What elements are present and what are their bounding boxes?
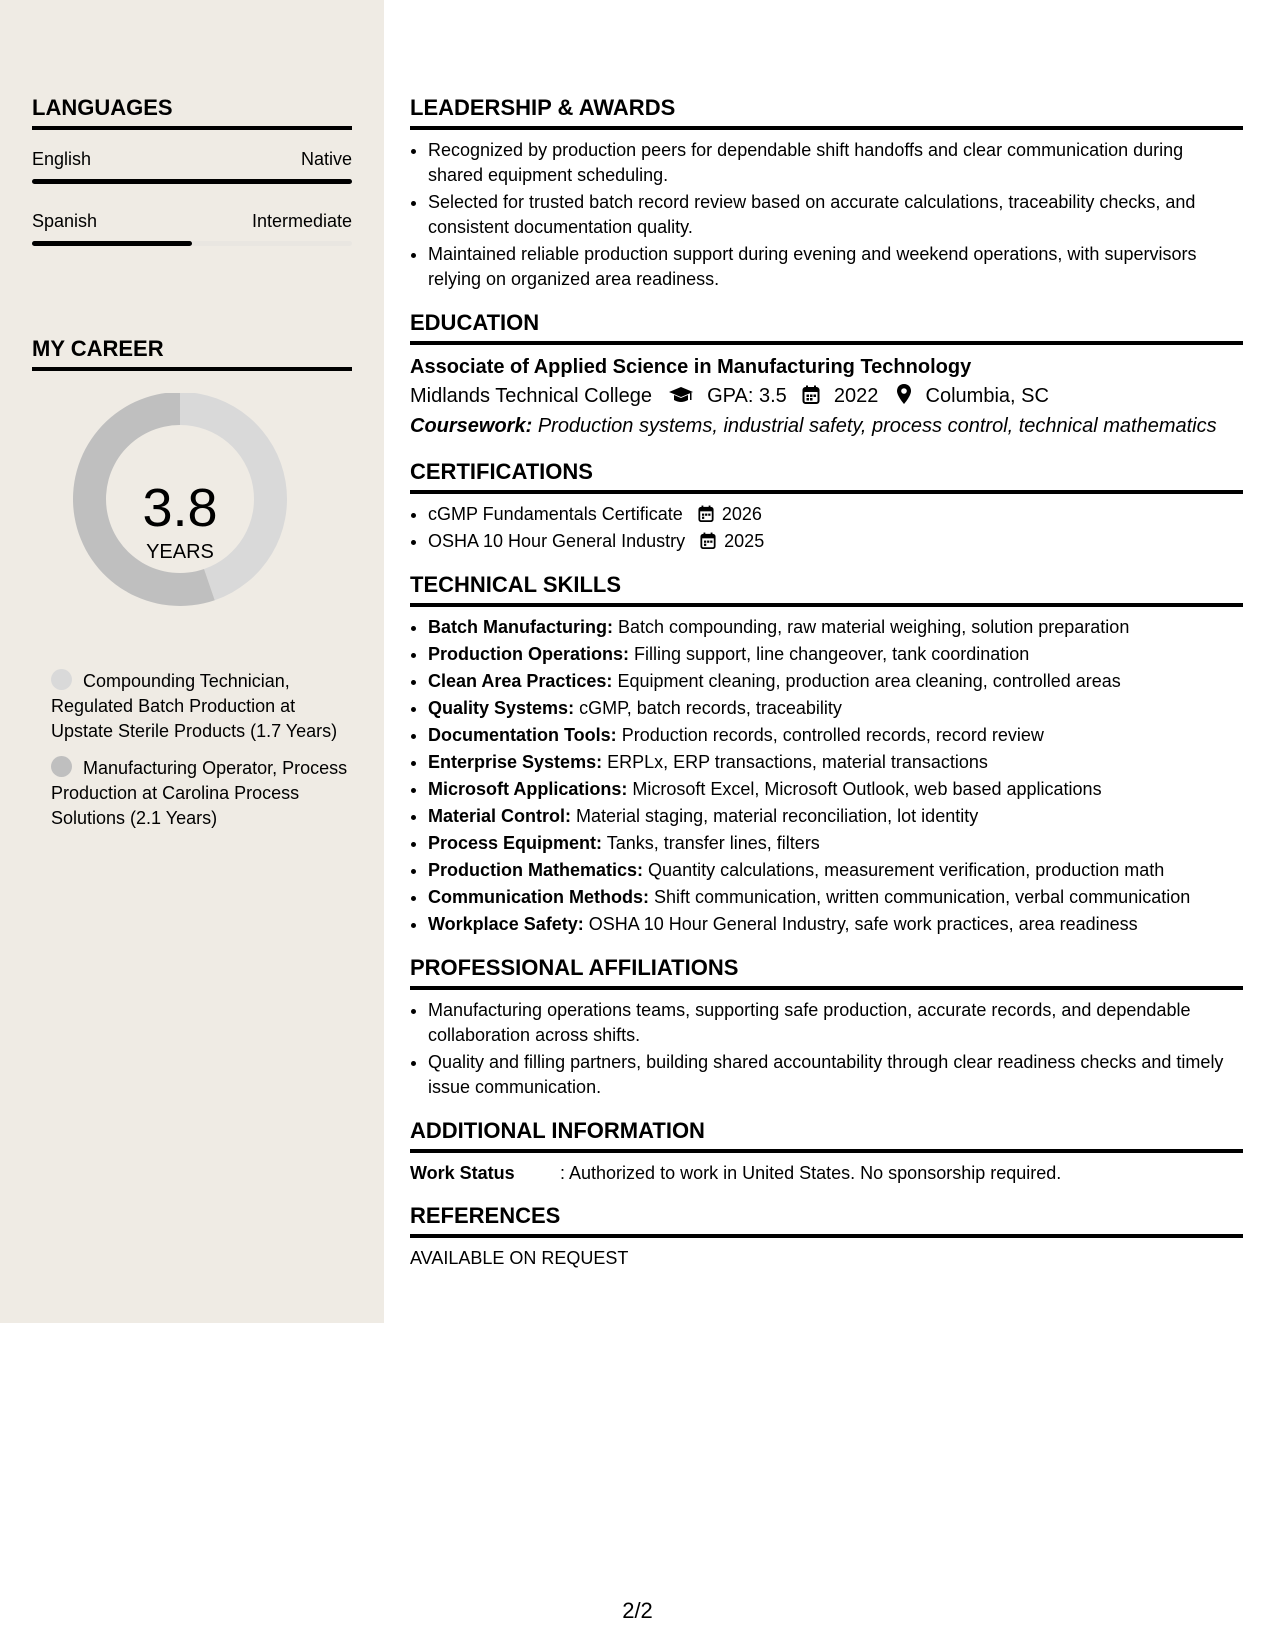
career-section [32, 336, 352, 843]
education-degree: Associate of Applied Science in Manufacturing Technology [410, 356, 972, 378]
language-bar [32, 241, 352, 246]
coursework-text: Production systems, industrial safety, process control, technical mathematics [537, 415, 1217, 437]
list-item: • Maintained reliable production support during evening and weekend operations, with supervisors relying on organized area readiness. [428, 242, 1243, 292]
skill-label: Documentation Tools: [428, 725, 617, 745]
skills-list [410, 615, 1243, 937]
career-donut-chart [32, 393, 352, 637]
skill-item [428, 642, 1243, 667]
leadership-list [410, 138, 1243, 292]
page-number: 2/2 [622, 1598, 653, 1623]
career-donut [32, 393, 352, 637]
career-total: 3.8 [142, 478, 218, 538]
certifications-section [410, 459, 1243, 554]
list-item: • Recognized by production peers for dependable shift handoffs and clear communication during shared equipment scheduling. [428, 138, 1243, 188]
languages-section [32, 95, 352, 246]
skill-item [428, 858, 1243, 883]
education-school: Midlands Technical College [410, 385, 652, 407]
education-year: 2022 [833, 385, 879, 407]
skill-value: OSHA 10 Hour General Industry, safe work practices, area readiness [588, 914, 1138, 934]
education-location: Columbia, SC [925, 385, 1049, 407]
language-level: Intermediate [251, 211, 352, 231]
language-name: English [32, 149, 92, 169]
skill-label: Production Operations: [428, 644, 630, 664]
calendar-icon [698, 505, 714, 523]
skill-item [428, 723, 1243, 748]
skill-label: Production Mathematics: [428, 860, 644, 880]
language-item [32, 210, 352, 246]
coursework-label: Coursework: [410, 415, 533, 437]
section-title: CERTIFICATIONS [410, 459, 1243, 494]
skill-value: Microsoft Excel, Microsoft Outlook, web based applications [632, 779, 1102, 799]
skill-label: Batch Manufacturing: [428, 617, 614, 637]
section-title: LEADERSHIP & AWARDS [410, 95, 1243, 130]
skill-value: Quantity calculations, measurement verification, production math [648, 860, 1165, 880]
skill-label: Workplace Safety: [428, 914, 584, 934]
sidebar [0, 0, 384, 1323]
certifications-list [410, 502, 1243, 554]
skill-item [428, 777, 1243, 802]
career-dot [51, 669, 72, 690]
career-title: MY CAREER [32, 336, 352, 371]
languages-title: LANGUAGES [32, 95, 352, 130]
main-content [410, 95, 1243, 1288]
career-dot [51, 756, 72, 777]
education-details [410, 381, 1243, 411]
skill-value: Equipment cleaning, production area cleaning, controlled areas [617, 671, 1121, 691]
career-item-text: Manufacturing Operator, Process Production at Carolina Process Solutions (2.1 Years) [51, 758, 348, 828]
skill-label: Clean Area Practices: [428, 671, 613, 691]
language-bar [32, 179, 352, 184]
references-section [410, 1203, 1243, 1270]
section-title: REFERENCES [410, 1203, 1243, 1238]
leadership-section [410, 95, 1243, 292]
location-pin-icon [896, 383, 912, 405]
career-unit: YEARS [146, 541, 214, 563]
language-name: Spanish [32, 211, 98, 231]
skill-label: Material Control: [428, 806, 572, 826]
graduation-cap-icon [668, 385, 694, 405]
work-status-label: Work Status [410, 1163, 515, 1183]
education-section [410, 310, 1243, 441]
skill-label: Enterprise Systems: [428, 752, 603, 772]
certification-year: 2025 [724, 531, 765, 551]
skill-item [428, 831, 1243, 856]
certification-name: cGMP Fundamentals Certificate [428, 504, 683, 524]
skill-value: cGMP, batch records, traceability [579, 698, 842, 718]
list-item: • Quality and filling partners, building shared accountability through clear readiness checks and timely issue communication. [428, 1050, 1243, 1100]
skill-value: Batch compounding, raw material weighing, solution preparation [618, 617, 1130, 637]
calendar-icon [700, 532, 716, 550]
certification-item [428, 529, 1243, 554]
language-item [32, 148, 352, 184]
references-text: AVAILABLE ON REQUEST [410, 1248, 629, 1268]
career-list [32, 669, 352, 831]
skill-value: Production records, controlled records, record review [621, 725, 1044, 745]
calendar-icon [802, 385, 820, 405]
additional-section [410, 1118, 1243, 1185]
section-title: TECHNICAL SKILLS [410, 572, 1243, 607]
skills-section [410, 572, 1243, 937]
language-level: Native [300, 149, 352, 169]
skill-item [428, 615, 1243, 640]
section-title: EDUCATION [410, 310, 1243, 345]
skill-item [428, 912, 1243, 937]
language-bar-fill [32, 241, 192, 246]
work-status-value: : Authorized to work in United States. No sponsorship required. [560, 1163, 1062, 1183]
certification-year: 2026 [721, 504, 762, 524]
list-item: • Selected for trusted batch record review based on accurate calculations, traceability checks, and consistent documentation quality. [428, 190, 1243, 240]
skill-label: Process Equipment: [428, 833, 603, 853]
career-item [32, 756, 352, 831]
career-item-text: Compounding Technician, Regulated Batch Production at Upstate Sterile Products (1.7 Years) [51, 671, 338, 741]
skill-value: Material staging, material reconciliation, lot identity [576, 806, 979, 826]
affiliations-list [410, 998, 1243, 1100]
skill-label: Microsoft Applications: [428, 779, 628, 799]
section-title: ADDITIONAL INFORMATION [410, 1118, 1243, 1153]
certification-item [428, 502, 1243, 527]
affiliations-section [410, 955, 1243, 1100]
list-item: • Manufacturing operations teams, supporting safe production, accurate records, and dependable collaboration across shifts. [428, 998, 1243, 1048]
skill-label: Communication Methods: [428, 887, 649, 907]
certification-name: OSHA 10 Hour General Industry [428, 531, 686, 551]
skill-item [428, 885, 1243, 910]
skill-label: Quality Systems: [428, 698, 575, 718]
work-status-row [410, 1161, 1243, 1185]
education-gpa: GPA: 3.5 [707, 385, 787, 407]
skill-item [428, 669, 1243, 694]
skill-value: Shift communication, written communication, verbal communication [654, 887, 1191, 907]
skill-value: Tanks, transfer lines, filters [606, 833, 820, 853]
section-title: PROFESSIONAL AFFILIATIONS [410, 955, 1243, 990]
skill-item [428, 696, 1243, 721]
skill-value: Filling support, line changeover, tank coordination [634, 644, 1030, 664]
skill-item [428, 804, 1243, 829]
language-bar-fill [32, 179, 352, 184]
skill-value: ERPLx, ERP transactions, material transactions [607, 752, 988, 772]
education-coursework [410, 411, 1243, 441]
career-item [32, 669, 352, 744]
skill-item [428, 750, 1243, 775]
